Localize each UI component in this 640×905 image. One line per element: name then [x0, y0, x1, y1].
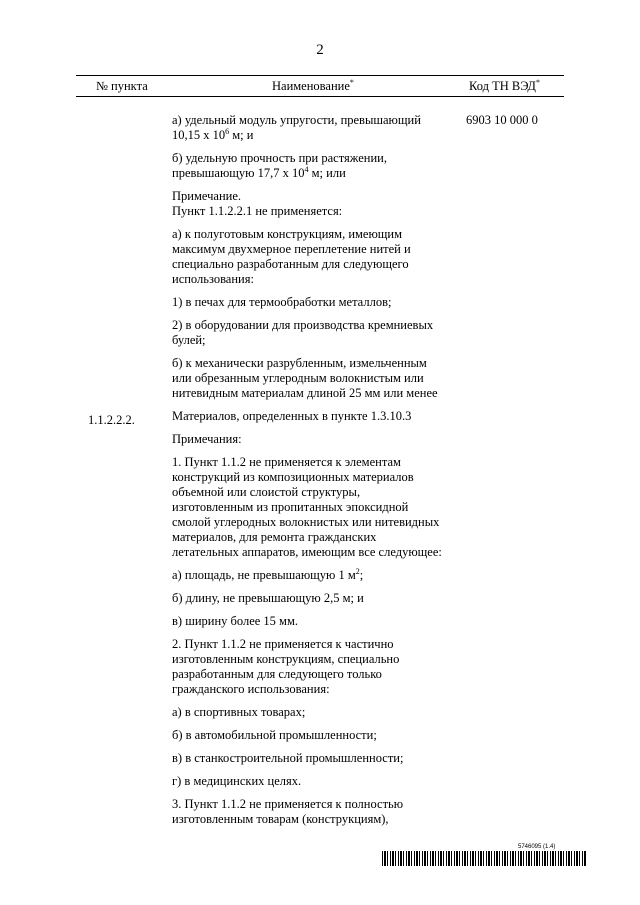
- paragraph: 2. Пункт 1.1.2 не применяется к частично изготовленным конструкциям, специально разработанным для следующего только гражданского использования:: [172, 637, 400, 696]
- paragraph: б) к механически разрубленным, измельченным или обрезанным углеродным волокнистым или нитевидным материалам длиной 25 мм или менее: [172, 356, 438, 400]
- paragraph-text: м; и: [229, 128, 254, 142]
- header-code-footnote-mark: *: [535, 77, 540, 87]
- header-code-label: Код ТН ВЭД: [469, 79, 536, 93]
- table-header: [76, 75, 564, 97]
- paragraph: г) в медицинских целях.: [172, 774, 302, 788]
- paragraph-text: а) площадь, не превышающую 1 м: [172, 568, 356, 582]
- paragraph: 2) в оборудовании для производства кремниевых булей;: [172, 318, 434, 347]
- paragraph-text: ;: [359, 568, 364, 582]
- note-text: Пункт 1.1.2.2.1 не применяется:: [172, 204, 343, 218]
- paragraph: [172, 113, 444, 143]
- paragraph: Примечания:: [172, 432, 242, 446]
- paragraph: [172, 568, 444, 583]
- paragraph: [172, 151, 444, 181]
- header-name: [272, 79, 354, 94]
- paragraph: 1. Пункт 1.1.2 не применяется к элементам конструкций из композиционных материалов объемной или слоистой структуры, изготовленным из пропитанных эпоксидной смолой углеродных волокнистых или нитевидных материалов, для ремонта гражданских летательных аппаратов, имеющим все следующее:: [172, 455, 442, 559]
- exponent: 4: [304, 164, 309, 174]
- barcode: [382, 851, 587, 866]
- name-column: [172, 113, 444, 835]
- paragraph: 1) в печах для термообработки металлов;: [172, 295, 392, 309]
- paragraph: в) ширину более 15 мм.: [172, 614, 298, 628]
- header-code: [469, 79, 540, 94]
- tnved-code: 6903 10 000 0: [466, 113, 538, 127]
- header-name-footnote-mark: *: [349, 77, 354, 87]
- item-number: 1.1.2.2.2.: [88, 413, 135, 427]
- paragraph-text: б) удельную прочность при растяжении, превышающую 17,7 x 10: [172, 151, 387, 180]
- paragraph: [172, 189, 444, 219]
- exponent: 6: [225, 126, 230, 136]
- header-name-label: Наименование: [272, 79, 350, 93]
- header-item-number: № пункта: [96, 79, 148, 93]
- paragraph: Материалов, определенных в пункте 1.3.10.3: [172, 409, 412, 423]
- paragraph: а) в спортивных товарах;: [172, 705, 306, 719]
- paragraph: а) к полуготовым конструкциям, имеющим максимум двухмерное переплетение нитей и специально разработанным для следующего использования:: [172, 227, 411, 286]
- paragraph-text: м; или: [308, 166, 346, 180]
- document-stamp: 5746095 (1.4): [518, 844, 556, 850]
- paragraph: 3. Пункт 1.1.2 не применяется к полностью изготовленным товарам (конструкциям),: [172, 797, 404, 826]
- page-number: 2: [316, 42, 324, 58]
- paragraph-text: а) удельный модуль упругости, превышающий 10,15 x 10: [172, 113, 421, 142]
- note-heading: Примечание.: [172, 189, 242, 203]
- exponent: 2: [355, 566, 360, 576]
- paragraph: б) в автомобильной промышленности;: [172, 728, 377, 742]
- paragraph: в) в станкостроительной промышленности;: [172, 751, 404, 765]
- paragraph: б) длину, не превышающую 2,5 м; и: [172, 591, 364, 605]
